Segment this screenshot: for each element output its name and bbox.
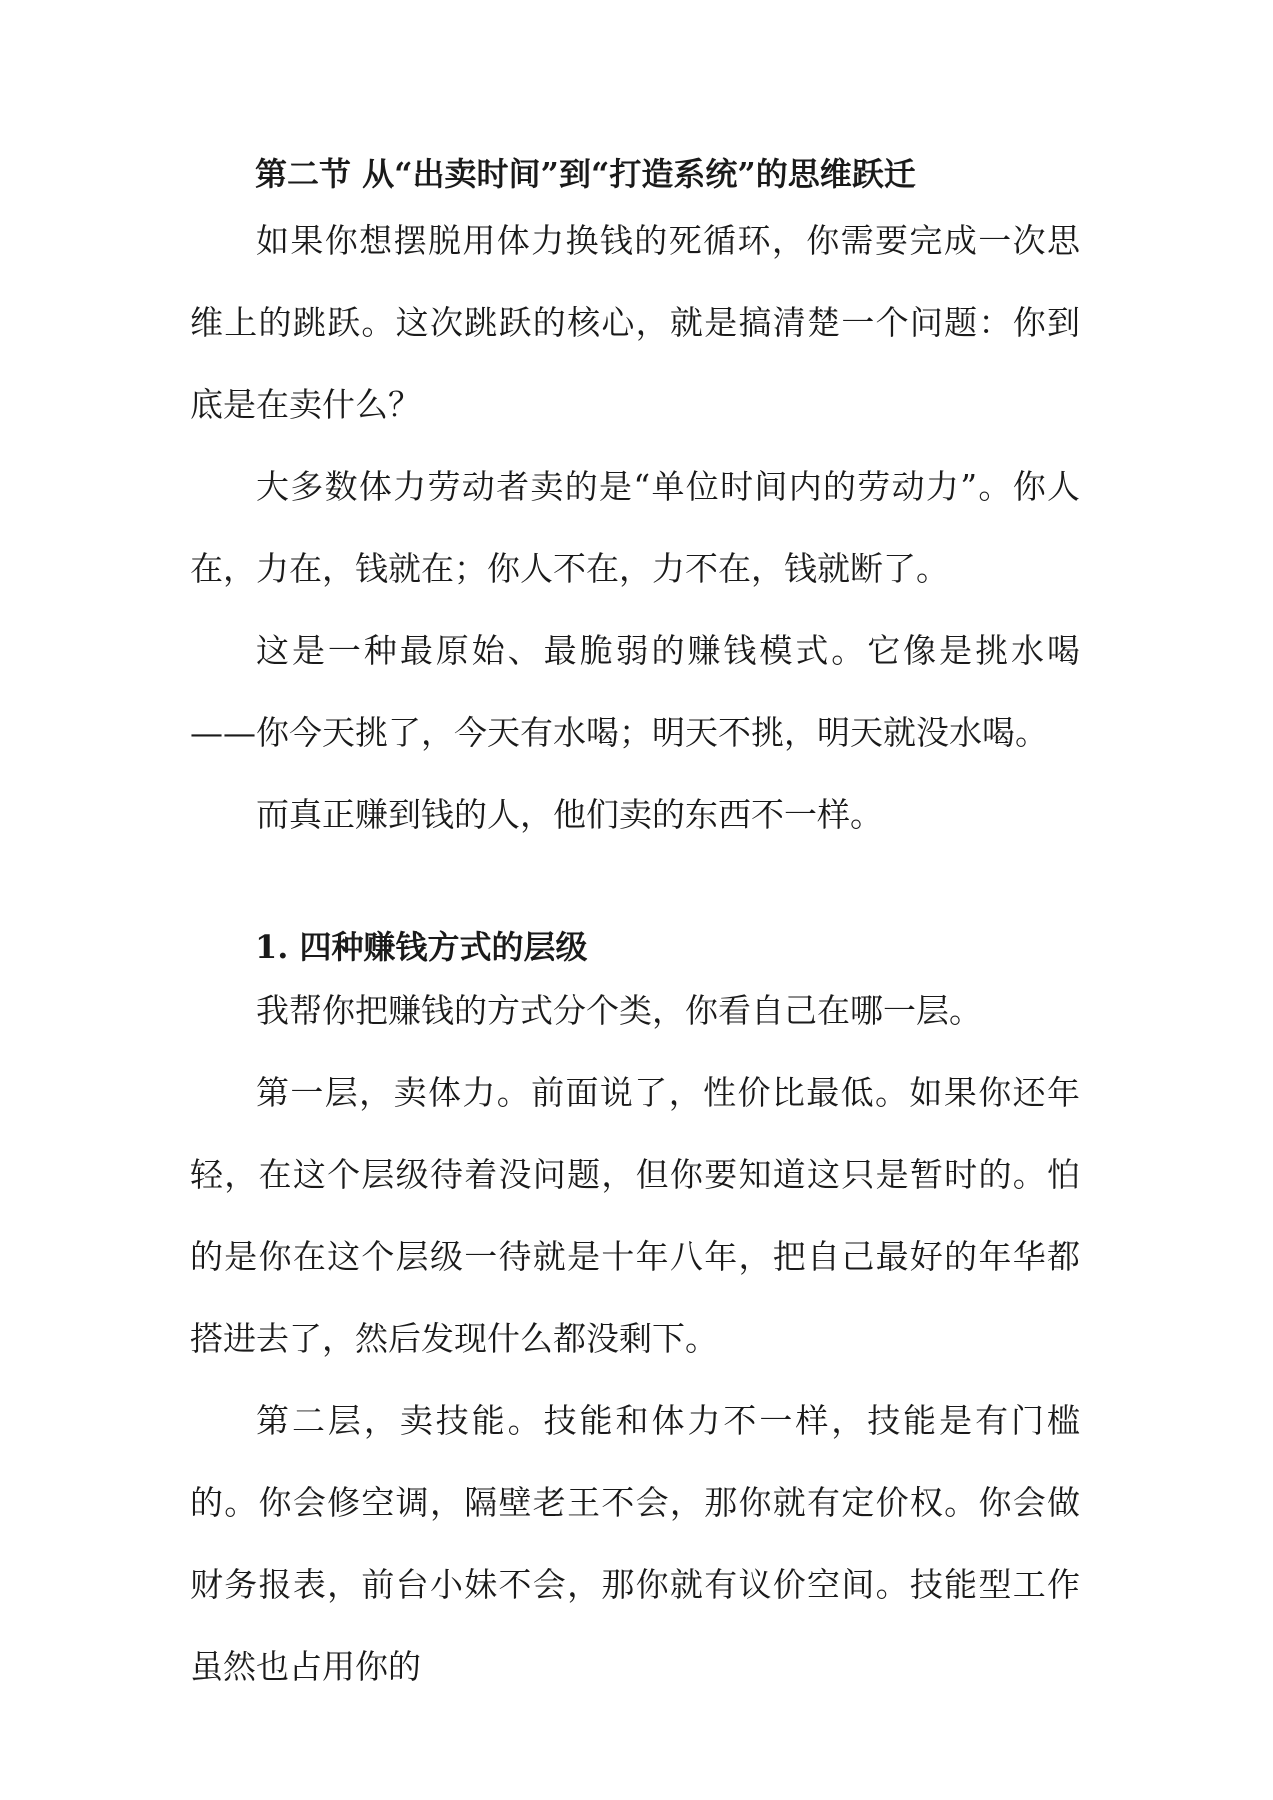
- paragraph: 大多数体力劳动者卖的是“单位时间内的劳动力”。你人在，力在，钱就在；你人不在，力不在，钱就断了。: [190, 467, 1080, 588]
- body-text-before: [190, 200, 1080, 856]
- paragraph: 第二层，卖技能。技能和体力不一样，技能是有门槛的。你会修空调，隔壁老王不会，那你就有定价权。你会做财务报表，前台小妹不会，那你就有议价空间。技能型工作虽然也占用你的: [190, 1401, 1080, 1686]
- paragraph: 而真正赚到钱的人，他们卖的东西不一样。: [256, 795, 883, 834]
- subsection-heading: 1. 四种赚钱方式的层级: [255, 928, 588, 966]
- paragraph: 第一层，卖体力。前面说了，性价比最低。如果你还年轻，在这个层级待着没问题，但你要知道这只是暂时的。怕的是你在这个层级一待就是十年八年，把自己最好的年华都搭进去了，然后发现什么都没剩下。: [190, 1073, 1080, 1358]
- paragraph: 这是一种最原始、最脆弱的赚钱模式。它像是挑水喝——你今天挑了，今天有水喝；明天不挑，明天就没水喝。: [190, 631, 1080, 752]
- body-text-after: [190, 970, 1080, 1708]
- paragraph: 如果你想摆脱用体力换钱的死循环，你需要完成一次思维上的跳跃。这次跳跃的核心，就是搞清楚一个问题：你到底是在卖什么？: [190, 221, 1080, 424]
- paragraph: 我帮你把赚钱的方式分个类，你看自己在哪一层。: [256, 991, 982, 1030]
- section-title: 第二节 从“出卖时间”到“打造系统”的思维跃迁: [255, 155, 916, 193]
